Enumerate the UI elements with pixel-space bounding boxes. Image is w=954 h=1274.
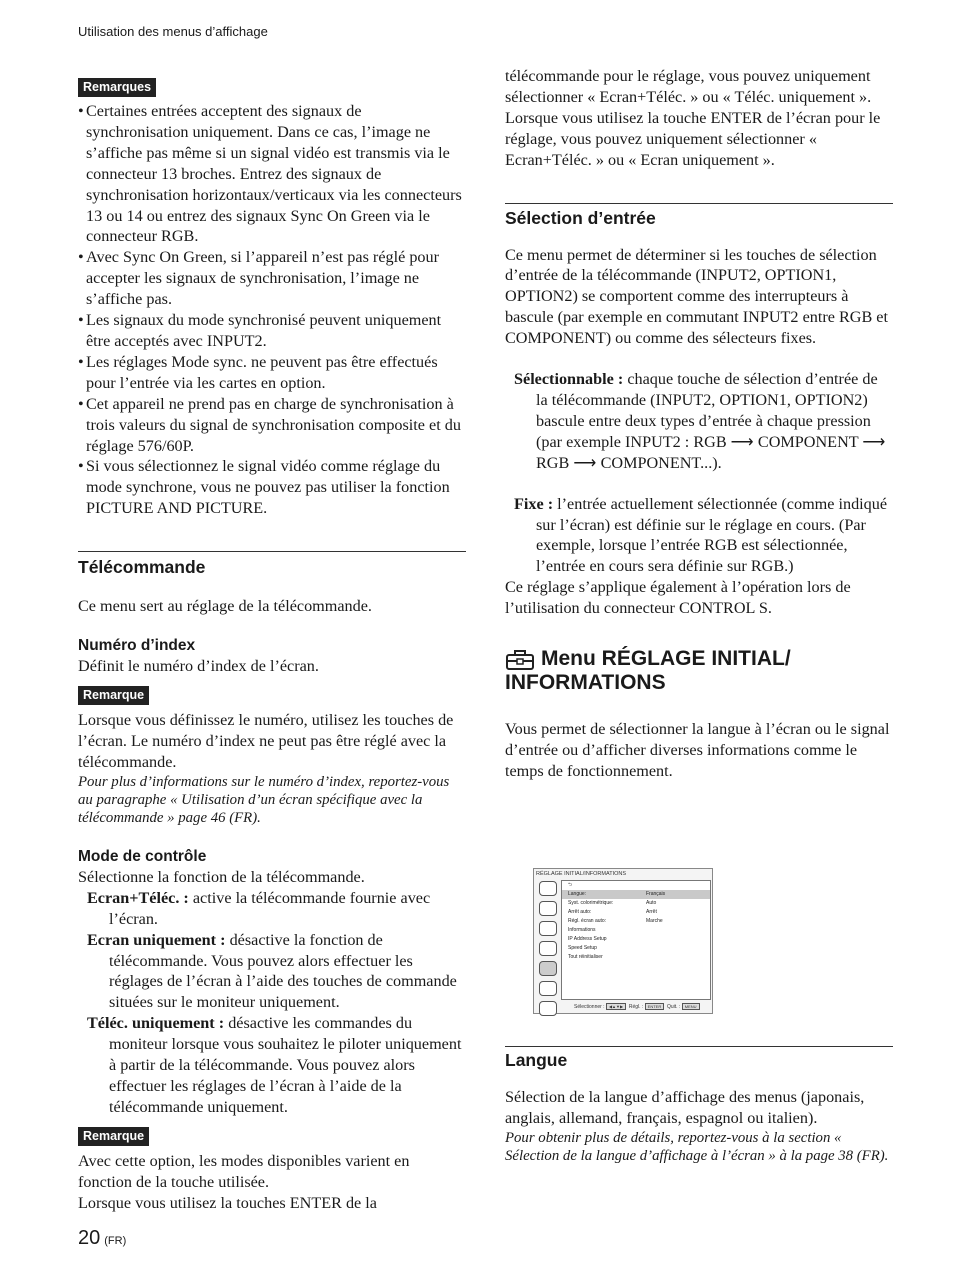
menu-row-key: Informations [568, 927, 596, 933]
telecommande-section [78, 551, 466, 578]
remarque2-text: Avec cette option, les modes disponibles varient en fonction de la touche utilisée. [78, 1151, 410, 1191]
remarque-item: • Si vous sélectionnez le signal vidéo comme réglage du mode synchrone, vous ne pouvez pas utiliser la fonction PICTURE AND PICTURE. [78, 456, 466, 519]
menu-row-value: Arrêt [646, 909, 657, 915]
arrow-keys-icon: ◀▲▼▶ [606, 1003, 626, 1010]
langue-section [505, 1046, 893, 1071]
quit-hint: Quit. : [667, 1004, 681, 1010]
remarques-badge: Remarques [78, 78, 156, 97]
mode-term: Téléc. uniquement : [87, 1014, 225, 1033]
fixe-desc: l’entrée actuellement sélectionnée (comme indiqué sur l’écran) est définie sur le réglage en cours. (Par exemple, lorsque l’entrée RGB est sélectionnée, l’entrée en cours sera définie sur RGB.) [536, 494, 888, 576]
numero-heading: Numéro d’index [78, 637, 196, 655]
menu-side-icons [536, 881, 558, 1021]
toolbox-icon [505, 649, 535, 676]
mode-item-telec-uniquement [87, 1013, 466, 1118]
menu-row-key: Arrêt auto: [568, 909, 592, 915]
remarques-list [78, 101, 466, 519]
page-number: 20 [78, 1227, 101, 1249]
mode-item-ecran-uniquement [87, 930, 466, 1014]
mode-term: Ecran+Téléc. : [87, 888, 189, 907]
mode-desc: désactive les commandes du moniteur lorsque vous souhaitez le piloter uniquement à partir de la télécommande. Vous pouvez alors effectuer les réglages de l’écran à l’aide de la télécommande uniquement. [109, 1014, 462, 1116]
menu-row-key: Speed Setup [568, 945, 597, 951]
telecommande-intro: Ce menu sert au réglage de la télécommande. [78, 597, 372, 616]
menu-row-key: Régl. écran auto: [568, 918, 607, 924]
menu-row-value: Marche [646, 918, 663, 924]
remarque2-text-continued: Lorsque vous utilisez la touches ENTER de la [78, 1193, 377, 1212]
selectionnable-desc: chaque touche de sélection d’entrée de la télécommande (INPUT2, OPTION1, OPTION2) bascule entre deux types d’entrée à chaque pression (par exemple INPUT2 : RGB ⟶ COMPONENT ⟶ RGB ⟶ COMPONENT...). [536, 370, 886, 472]
remarque-item: • Avec Sync On Green, si l’appareil n’est pas réglé pour accepter les signaux de synchronisation, l’image ne s’affiche pas. [78, 247, 466, 310]
selection-heading: Sélection d’entrée [505, 207, 656, 228]
picture-menu-icon [539, 881, 557, 896]
menu-row-key: IP Address Setup [568, 936, 607, 942]
menu-bottom-bar [574, 1003, 700, 1010]
menu-row-value: Français [646, 891, 666, 897]
menu-title-line2: INFORMATIONS [505, 671, 666, 695]
mode-desc: active la télécommande fournie avec l’écran. [109, 888, 431, 928]
time-menu-icon [539, 981, 557, 996]
langue-text: Sélection de la langue d’affichage des menus (japonais, anglais, allemand, français, espagnol ou italien). [505, 1088, 865, 1127]
sound-menu-icon [539, 901, 557, 916]
langue-heading: Langue [505, 1050, 568, 1070]
remarque-item: • Certaines entrées acceptent des signaux de synchronisation uniquement. Dans ce cas, l’image ne s’affiche pas même si un signal vidéo est transmis via le connecteur 13 broches. Entrez des signaux de synchronisation horizontaux/verticaux via les connecteurs 13 ou 14 ou entrez des signaux Sync On Green via le connecteur RGB. [78, 101, 466, 247]
page-footer [78, 1227, 126, 1250]
menu-title-block [505, 647, 893, 695]
menu-row [562, 890, 710, 899]
numero-text: Définit le numéro d’index de l’écran. [78, 657, 319, 676]
enter-key-icon: ENTER [645, 1003, 665, 1010]
remarque-text: Lorsque vous définissez le numéro, utilisez les touches de l’écran. Le numéro d’index ne peut pas être réglé avec la télécommande. [78, 710, 454, 771]
menu-screenshot-title: RÉGLAGE INITIAL/INFORMATIONS [536, 871, 627, 877]
set-hint: Régl. : [628, 1004, 644, 1010]
mode-item-ecran-telec [87, 888, 466, 930]
select-hint: Sélectionner : [574, 1004, 605, 1010]
left-column [78, 78, 466, 1213]
continued-text: télécommande pour le réglage, vous pouvez uniquement sélectionner « Ecran+Téléc. » ou « Téléc. uniquement ». [505, 67, 872, 106]
mode-intro: Sélectionne la fonction de la télécommande. [78, 867, 365, 886]
menu-title-line1: Menu RÉGLAGE INITIAL/ [541, 647, 791, 671]
menu-screenshot [533, 868, 713, 1014]
remarque-item: • Cet appareil ne prend pas en charge de synchronisation à trois valeurs du signal de synchronisation composite et du réglage 576/60P. [78, 394, 466, 457]
menu-intro: Vous permet de sélectionner la langue à l’écran ou le signal d’entrée ou d’afficher diverses informations comme le temps de fonctionnement. [505, 720, 890, 780]
remarque-item: • Les signaux du mode synchronisé peuvent uniquement être acceptés avec INPUT2. [78, 310, 466, 352]
mode-desc: désactive la fonction de télécommande. Vous pouvez alors effectuer les réglages de l’écran à l’aide des touches de commande situées sur le moniteur uniquement. [109, 930, 457, 1012]
running-head: Utilisation des menus d’affichage [78, 24, 268, 39]
remarque2-badge: Remarque [78, 1127, 149, 1146]
network-menu-icon [539, 1001, 557, 1016]
mode-heading: Mode de contrôle [78, 847, 207, 865]
right-column [505, 66, 893, 782]
mode-term: Ecran uniquement : [87, 930, 226, 949]
continued-text-2: Lorsque vous utilisez la touche ENTER de l’écran pour le réglage, vous pouvez uniquement sélectionner « Ecran+Téléc. » ou « Ecran uniquement ». [505, 108, 881, 169]
fixe-term: Fixe : [514, 494, 554, 513]
menu-row-value: Auto [646, 900, 657, 906]
menu-row [562, 899, 710, 908]
menu-row-key: Langue: [568, 891, 587, 897]
remarque-reference: Pour plus d’informations sur le numéro d’index, reportez-vous au paragraphe « Utilisation d’un écran spécifique avec la télécommande » page 46 (FR). [78, 773, 450, 827]
selectionnable-term: Sélectionnable : [514, 370, 624, 389]
menu-row [562, 917, 710, 926]
menu-panel [561, 880, 711, 1000]
menu-back-row [562, 881, 710, 890]
back-icon: ⮌ [568, 882, 573, 888]
menu-row [562, 908, 710, 917]
fixe-item [514, 494, 893, 578]
selection-intro: Ce menu permet de déterminer si les touches de sélection d’entrée de la télécommande (INPUT2, OPTION1, OPTION2) se comportent comme des interrupteurs à bascule (par exemple en commutant INPUT2 entre RGB et COMPONENT) ou comme des sélecteurs fixes. [505, 245, 888, 348]
selection-section [505, 203, 893, 229]
menu-row-key: Syst. colorimétrique: [568, 900, 614, 906]
menu-row [562, 935, 710, 944]
remarque-item: • Les réglages Mode sync. ne peuvent pas être effectués pour l’entrée via les cartes en option. [78, 352, 466, 394]
langue-reference: Pour obtenir plus de détails, reportez-vous à la section « Sélection de la langue d’affichage à l’écran » à la page 38 (FR). [505, 1129, 889, 1165]
remarque-badge: Remarque [78, 686, 149, 705]
menu-row [562, 953, 710, 962]
screen-menu-icon [539, 921, 557, 936]
initial-setup-icon [539, 961, 557, 976]
menu-row [562, 926, 710, 935]
menu-row [562, 944, 710, 953]
fixe-after-text: Ce réglage s’applique également à l’opération lors de l’utilisation du connecteur CONTROL S. [505, 578, 851, 618]
menu-key-icon: MENU [682, 1003, 700, 1010]
telecommande-heading: Télécommande [78, 557, 206, 578]
page-number-suffix: (FR) [104, 1235, 127, 1247]
langue-block [505, 1046, 893, 1166]
feature-menu-icon [539, 941, 557, 956]
menu-row-key: Tout réinitialiser [568, 954, 603, 960]
selectionnable-item [514, 369, 893, 474]
